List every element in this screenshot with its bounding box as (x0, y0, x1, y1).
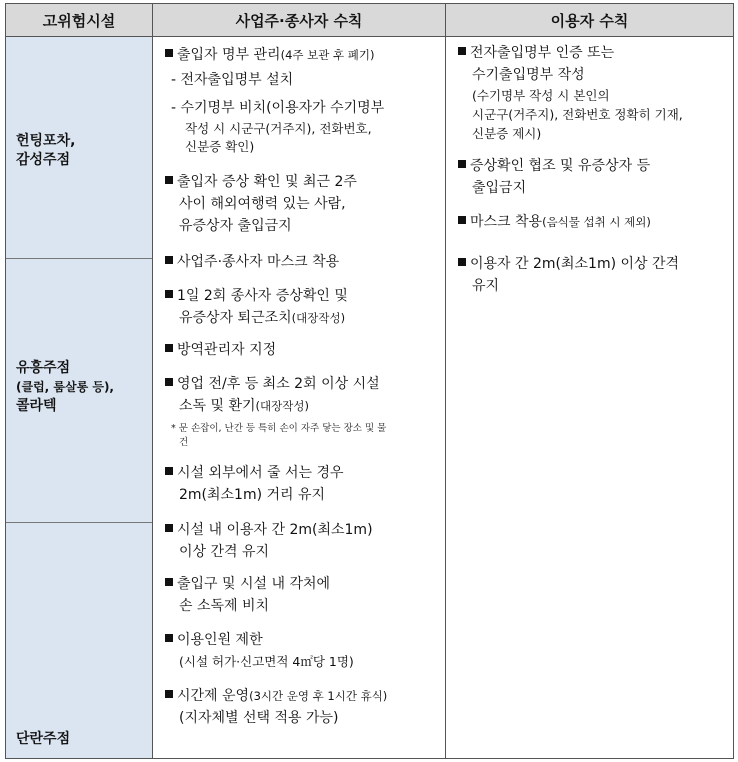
square-bullet-icon (165, 49, 173, 57)
facility-column (6, 37, 153, 758)
square-bullet-icon (165, 467, 173, 475)
rule-text: 시설 외부에서 줄 서는 경우 (177, 465, 344, 481)
facility-name (16, 730, 70, 749)
operator-rule-inside-distance (165, 519, 373, 563)
square-bullet-icon (165, 378, 173, 386)
rule-line: 손 소독제 비치 (179, 598, 270, 614)
rule-line: 시군구(거주지), 전화번호 정확히 기재, (472, 107, 683, 122)
rule-text: 증상확인 협조 및 유증상자 등 (470, 158, 651, 174)
rule-line: 수기출입명부 작성 (472, 67, 585, 83)
rule-line: 사이 해외여행력 있는 사람, (179, 196, 346, 212)
rule-text: 출입자 명부 관리 (177, 47, 281, 63)
operator-rule-sub-handwritten (171, 99, 384, 156)
operator-rule-disinfection-footnote (171, 422, 386, 450)
facility-line: 유흥주점 (16, 360, 71, 376)
rule-line: 2m(최소1m) 거리 유지 (179, 487, 326, 503)
operator-rule-outside-queue (165, 462, 344, 506)
footnote-line: 건 (179, 437, 189, 448)
rule-line: 유증상자 출입금지 (179, 218, 292, 234)
rule-line: 신분증 제시) (472, 126, 542, 141)
rule-text: 이용자 간 2m(최소1m) 이상 간격 (470, 256, 680, 272)
rule-line: 작성 시 시군구(거주지), 전화번호, (185, 121, 372, 136)
rule-note: (대장작성) (291, 311, 346, 325)
rule-line: (시설 허가·신고면적 4㎡당 1명) (179, 654, 354, 669)
facility-name (16, 359, 114, 416)
square-bullet-icon (165, 344, 173, 352)
rule-text: 시설 내 이용자 간 2m(최소1m) (177, 522, 373, 538)
header-user-rules: 이용자 수칙 (446, 4, 733, 37)
square-bullet-icon (165, 690, 173, 698)
rule-text: 이용인원 제한 (177, 632, 263, 648)
facility-line: 감성주점 (16, 152, 71, 168)
facility-line: 헌팅포차, (16, 133, 76, 149)
rule-text: 방역관리자 지정 (177, 342, 277, 358)
rule-text: 출입구 및 시설 내 각처에 (177, 576, 331, 592)
rule-line: (지자체별 선택 적용 가능) (179, 710, 339, 726)
rule-text: 마스크 착용 (470, 214, 543, 230)
rule-line: 유지 (472, 278, 500, 294)
rule-note: (3시간 운영 후 1시간 휴식) (249, 689, 388, 703)
operator-rule-visitor-log (165, 44, 375, 66)
rule-note: (4주 보관 후 폐기) (280, 48, 375, 62)
square-bullet-icon (165, 578, 173, 586)
rule-text: 영업 전/후 등 최소 2회 이상 시설 (177, 376, 380, 392)
facility-name (16, 132, 75, 170)
operator-rule-quarantine-manager (165, 339, 276, 361)
square-bullet-icon (165, 176, 173, 184)
rule-line: 출입금지 (472, 180, 527, 196)
rules-table (5, 3, 734, 759)
operator-rule-mask (165, 251, 339, 273)
square-bullet-icon (165, 290, 173, 298)
rule-note: (음식물 섭취 시 제외) (542, 215, 651, 229)
operator-rule-hand-sanitizer (165, 573, 330, 617)
rule-note: (대장작성) (255, 399, 309, 413)
rule-text: 시간제 운영 (177, 688, 250, 704)
header-operator-rules: 사업주·종사자 수칙 (153, 4, 446, 37)
user-rule-mask (458, 211, 651, 233)
square-bullet-icon (165, 256, 173, 264)
rule-line: 이상 간격 유지 (179, 544, 270, 560)
rule-line: - 수기명부 비치(이용자가 수기명부 (171, 100, 385, 116)
facility-cell-hunting-pocha (6, 37, 152, 259)
operator-rules-column (153, 37, 446, 758)
facility-cell-danran-bar (6, 523, 152, 758)
square-bullet-icon (458, 160, 466, 168)
rule-text: 1일 2회 종사자 증상확인 및 (177, 288, 348, 304)
rule-text: 출입자 증상 확인 및 최근 2주 (177, 174, 357, 190)
facility-cell-entertainment-bar (6, 259, 152, 523)
operator-rule-time-limit (165, 685, 387, 729)
footnote-line: * 문 손잡이, 난간 등 특히 손이 자주 닿는 장소 및 물 (171, 423, 387, 434)
user-rule-symptom-cooperation (458, 155, 650, 199)
operator-rule-capacity-limit (165, 629, 354, 673)
operator-rule-symptom-check (165, 171, 357, 237)
square-bullet-icon (458, 216, 466, 224)
square-bullet-icon (458, 47, 466, 55)
facility-line: 콜라텍 (16, 398, 57, 414)
rule-text: 사업주·종사자 마스크 착용 (177, 254, 340, 270)
user-rules-column (446, 37, 733, 758)
user-rule-visitor-log (458, 42, 683, 143)
square-bullet-icon (458, 258, 466, 266)
header-facility: 고위험시설 (6, 4, 153, 37)
rule-text: 전자출입명부 인증 또는 (470, 45, 615, 61)
operator-rule-disinfection (165, 373, 380, 417)
operator-rule-sub-electronic: - 전자출입명부 설치 (171, 72, 294, 88)
rule-line: 유증상자 퇴근조치 (179, 310, 292, 326)
facility-line: 단란주점 (16, 731, 71, 747)
square-bullet-icon (165, 634, 173, 642)
rule-line: (수기명부 작성 시 본인의 (472, 88, 610, 103)
facility-line: (클럽, 룸살롱 등), (16, 380, 114, 394)
operator-rule-staff-check (165, 285, 348, 329)
square-bullet-icon (165, 524, 173, 532)
rule-line: 신분증 확인) (185, 139, 255, 154)
rule-line: 소독 및 환기 (179, 398, 256, 414)
user-rule-distance (458, 253, 679, 297)
